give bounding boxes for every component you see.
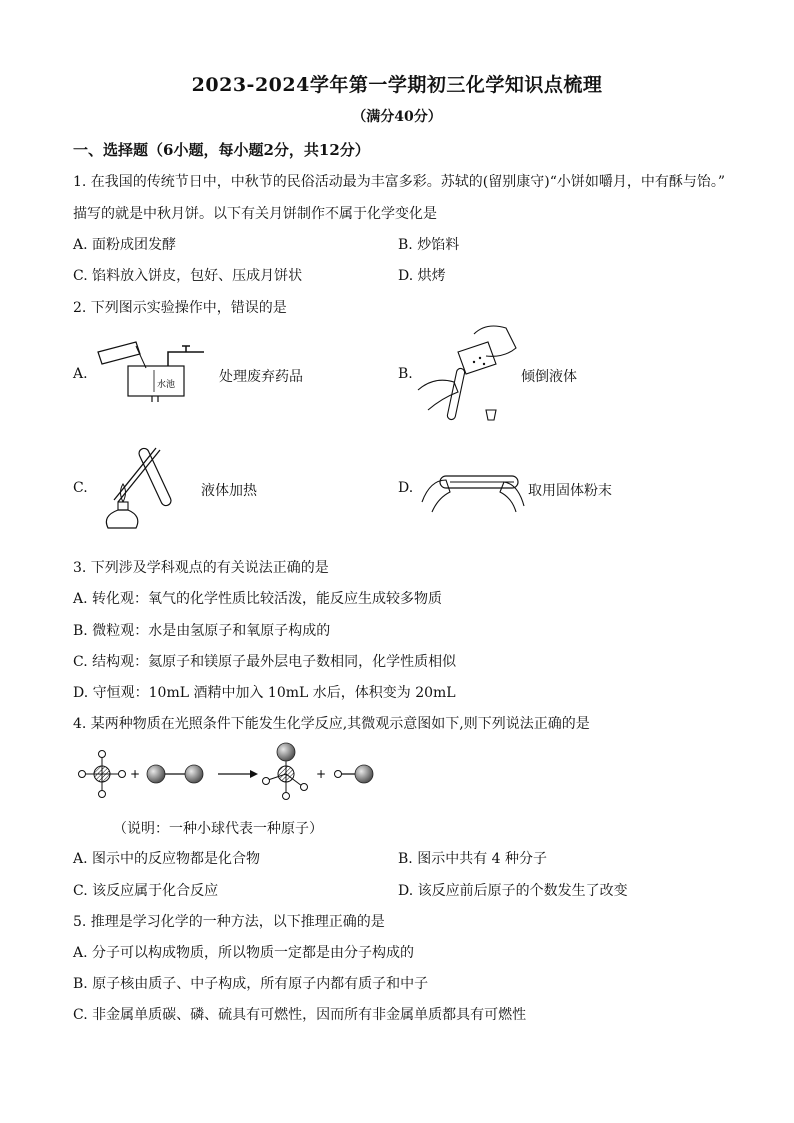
q4-stem: 4. 某两种物质在光照条件下能发生化学反应,其微观示意图如下,则下列说法正确的是 — [73, 716, 590, 732]
q2-option-b-text: 倾倒液体 — [521, 369, 577, 385]
q4-option-a: A. 图示中的反应物都是化合物 — [73, 851, 261, 867]
q5-option-b: B. 原子核由质子、中子构成，所有原子内都有质子和中子 — [73, 976, 429, 992]
q2-sink-label: 水池 — [157, 380, 176, 390]
q2-option-a-text: 处理废弃药品 — [219, 369, 303, 385]
q2-stem: 2. 下列图示实验操作中，错误的是 — [73, 300, 287, 316]
q2-option-d-figure — [420, 462, 526, 514]
q4-arrow — [218, 770, 258, 778]
q1-option-d: D. 烘烤 — [398, 268, 446, 284]
q4-product-molecule-1 — [263, 743, 308, 800]
q2-option-c-letter: C. — [73, 480, 88, 496]
section-heading: 一、选择题（6小题，每小题2分，共12分） — [73, 141, 370, 159]
q2-option-b-letter: B. — [398, 366, 413, 382]
page-subtitle: （满分40分） — [352, 109, 442, 125]
q4-plus-1: + — [130, 767, 141, 781]
q4-reactant-molecule-1 — [79, 751, 126, 798]
q4-product-molecule-2 — [335, 765, 374, 783]
q3-option-a: A. 转化观：氧气的化学性质比较活泼，能反应生成较多物质 — [73, 591, 443, 607]
q5-stem: 5. 推理是学习化学的一种方法，以下推理正确的是 — [73, 914, 385, 930]
q2-option-a-letter: A. — [73, 366, 88, 382]
q1-stem-line1: 1. 在我国的传统节日中，中秋节的民俗活动最为丰富多彩。苏轼的(留别康守)“小饼如嚼月，中有酥与饴。” — [73, 174, 726, 190]
q1-option-c: C. 馅料放入饼皮，包好、压成月饼状 — [73, 268, 303, 284]
q2-option-b-figure — [414, 318, 524, 428]
q3-option-b: B. 微粒观：水是由氢原子和氧原子构成的 — [73, 623, 331, 639]
q4-note: （说明：一种小球代表一种原子） — [113, 821, 323, 837]
q3-option-d: D. 守恒观：10mL 酒精中加入 10mL 水后，体积变为 20mL — [73, 685, 456, 701]
q2-option-d-letter: D. — [398, 480, 414, 496]
q2-option-d-text: 取用固体粉末 — [528, 483, 612, 499]
q5-option-c: C. 非金属单质碳、磷、硫具有可燃性，因而所有非金属单质都具有可燃性 — [73, 1007, 527, 1023]
page-title: 2023-2024学年第一学期初三化学知识点梳理 — [191, 74, 603, 96]
q4-reaction-diagram — [76, 740, 386, 808]
q2-option-a-figure — [94, 340, 214, 402]
q4-option-c: C. 该反应属于化合反应 — [73, 883, 219, 899]
q3-option-c: C. 结构观：氦原子和镁原子最外层电子数相同，化学性质相似 — [73, 654, 457, 670]
q4-reactant-molecule-2 — [147, 765, 203, 783]
q1-option-b: B. 炒馅料 — [398, 237, 460, 253]
q3-stem: 3. 下列涉及学科观点的有关说法正确的是 — [73, 560, 329, 576]
q1-option-a: A. 面粉成团发酵 — [73, 237, 177, 253]
q4-plus-2: + — [316, 767, 327, 781]
q5-option-a: A. 分子可以构成物质，所以物质一定都是由分子构成的 — [73, 945, 415, 961]
q2-option-c-text: 液体加热 — [201, 483, 257, 499]
q4-option-d: D. 该反应前后原子的个数发生了改变 — [398, 883, 628, 899]
q4-option-b: B. 图示中共有 4 种分子 — [398, 851, 547, 867]
q1-stem-line2: 描写的就是中秋月饼。以下有关月饼制作不属于化学变化是 — [73, 206, 437, 222]
q2-option-c-figure — [94, 440, 204, 540]
